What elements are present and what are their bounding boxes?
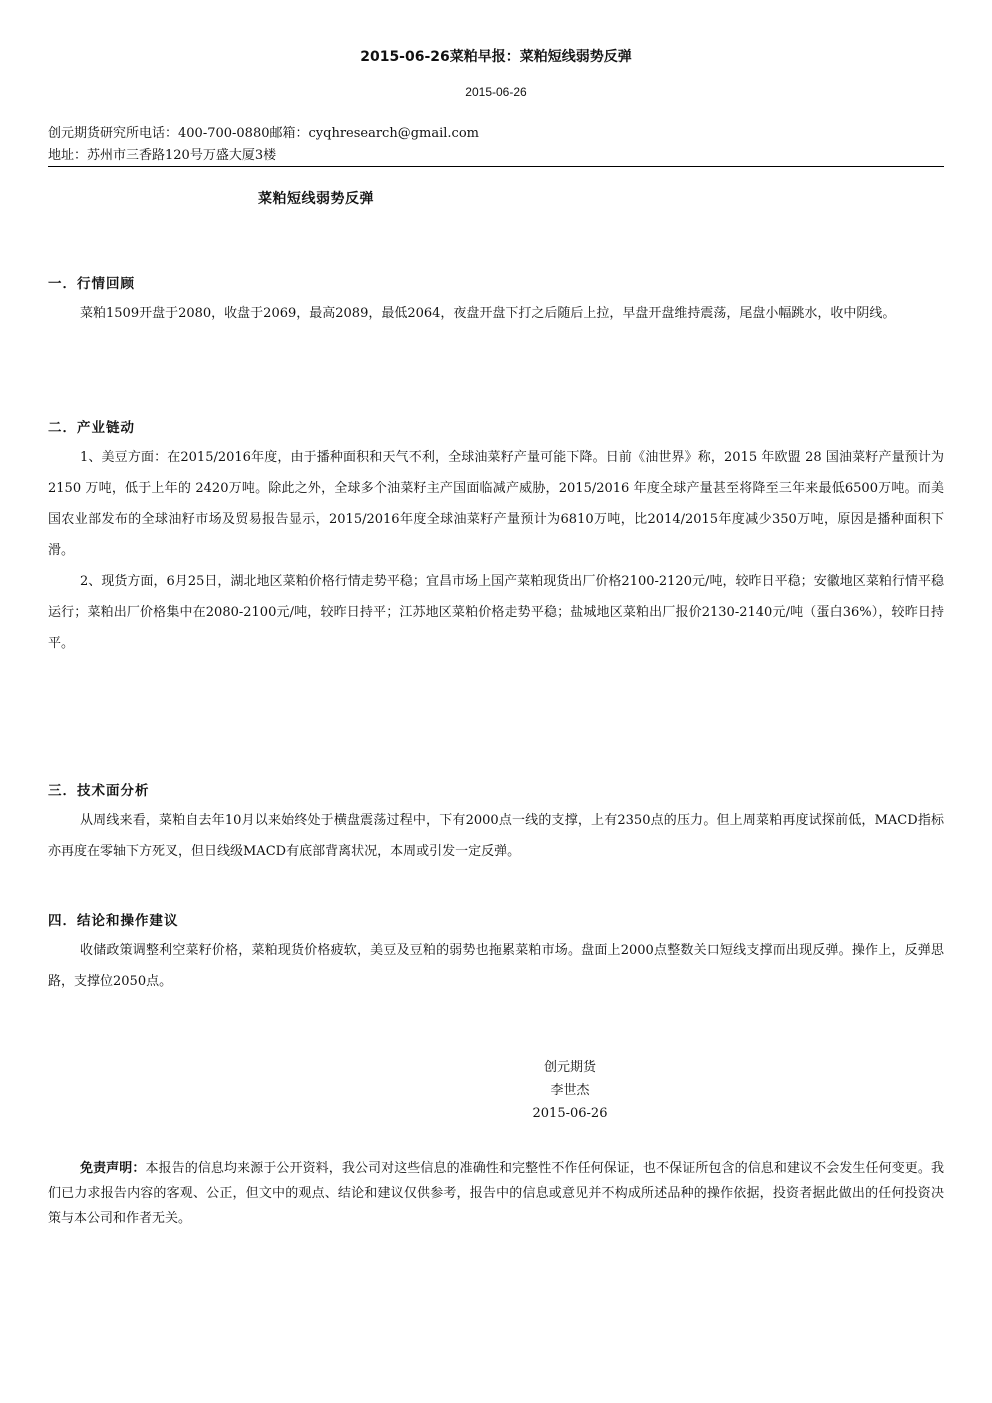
section-heading: 四．结论和操作建议: [48, 913, 179, 929]
section-technical-analysis: [48, 779, 944, 867]
signature-company: 创元期货: [543, 1060, 596, 1075]
report-subtitle: 菜粕短线弱势反弹: [258, 191, 374, 207]
section-paragraph: 收储政策调整利空菜籽价格，菜粕现货价格疲软，美豆及豆粕的弱势也拖累菜粕市场。盘面上2000点整数关口短线支撑而出现反弹。操作上，反弹思路，支撑位2050点。: [48, 943, 944, 989]
section-paragraph: 2、现货方面，6月25日，湖北地区菜粕价格行情走势平稳；宜昌市场上国产菜粕现货出厂价格2100-2120元/吨，较昨日平稳；安徽地区菜粕行情平稳运行；菜粕出厂价格集中在2080-2100元/吨，较昨日持平；江苏地区菜粕价格走势平稳；盐城地区菜粕出厂报价2130-2140元/吨（蛋白36%），较昨日持平。: [48, 574, 944, 651]
contact-info: [48, 123, 479, 167]
section-heading: 二．产业链动: [48, 420, 135, 436]
section-paragraph: 菜粕1509开盘于2080，收盘于2069，最高2089，最低2064，夜盘开盘下打之后随后上拉，早盘开盘维持震荡，尾盘小幅跳水，收中阴线。: [80, 306, 896, 321]
section-heading: 一．行情回顾: [48, 276, 135, 292]
section-paragraph: 1、美豆方面：在2015/2016年度，由于播种面积和天气不利，全球油菜籽产量可能下降。日前《油世界》称，2015 年欧盟 28 国油菜籽产量预计为 2150 万吨，低于上年的 2420万吨。除此之外，全球多个油菜籽主产国面临减产威胁，2015/2016 年度全球产量甚至将降至三年来最低6500万吨。而美国农业部发布的全球油籽市场及贸易报告显示，2015/2016年度全球油菜籽产量预计为6810万吨，比2014/2015年度减少350万吨，原因是播种面积下滑。: [48, 450, 944, 558]
signature-date: 2015-06-26: [532, 1106, 608, 1121]
signature-block: [470, 1056, 670, 1125]
section-paragraph: 从周线来看，菜粕自去年10月以来始终处于横盘震荡过程中，下有2000点一线的支撑，上有2350点的压力。但上周菜粕再度试探前低，MACD指标亦再度在零轴下方死叉，但日线级MACD有底部背离状况，本周或引发一定反弹。: [48, 813, 944, 859]
disclaimer-text: 本报告的信息均来源于公开资料，我公司对这些信息的准确性和完整性不作任何保证，也不保证所包含的信息和建议不会发生任何变更。我们已力求报告内容的客观、公正，但文中的观点、结论和建议仅供参考，报告中的信息或意见并不构成所述品种的操作依据，投资者据此做出的任何投资决策与本公司和作者无关。: [48, 1161, 944, 1226]
section-heading: 三．技术面分析: [48, 783, 150, 799]
contact-phone-email: 创元期货研究所电话：400-700-0880邮箱：cyqhresearch@gmail.com: [48, 126, 479, 141]
disclaimer: [48, 1156, 944, 1231]
report-date: 2015-06-26: [465, 85, 527, 99]
signature-author: 李世杰: [550, 1083, 590, 1098]
report-title: 2015-06-26菜粕早报：菜粕短线弱势反弹: [360, 49, 632, 65]
disclaimer-label: 免责声明：: [80, 1161, 146, 1176]
section-industry-chain: [48, 416, 944, 659]
contact-address: 地址：苏州市三香路120号万盛大厦3楼: [48, 148, 277, 163]
section-market-review: [48, 272, 944, 329]
section-conclusion: [48, 909, 944, 997]
header-divider: [48, 166, 944, 167]
